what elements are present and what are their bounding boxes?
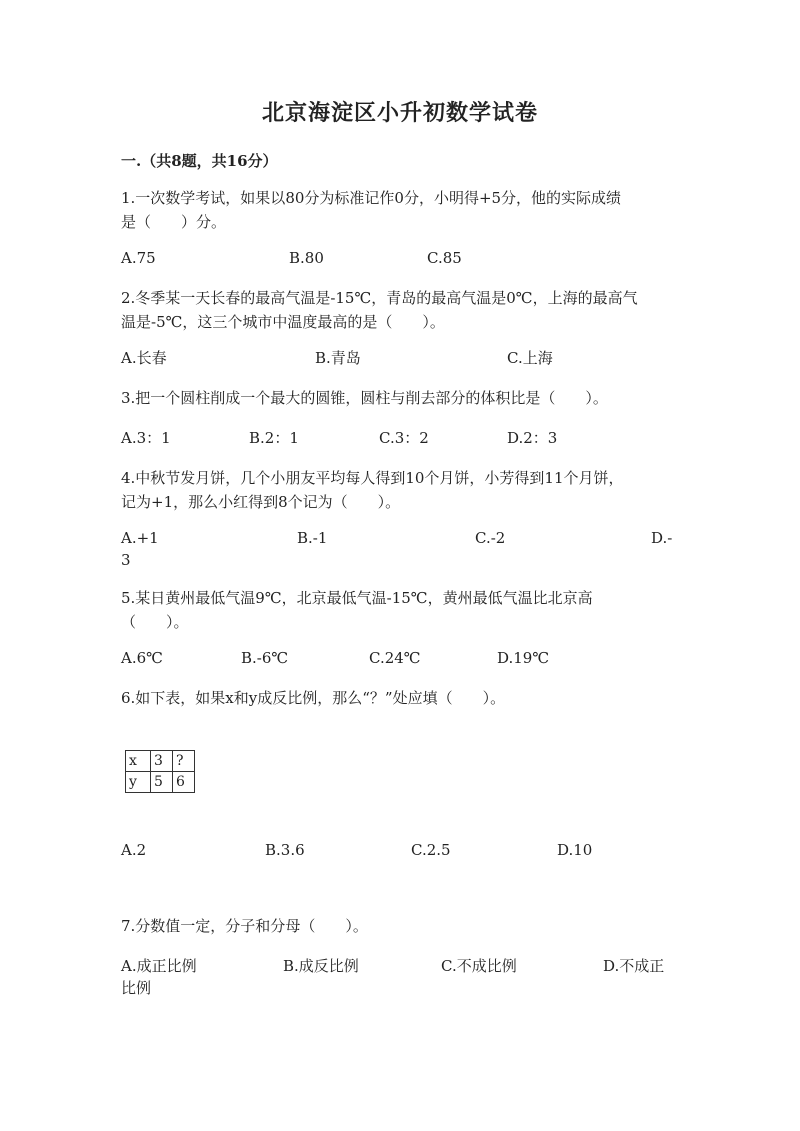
- option-a[interactable]: A.75: [121, 249, 156, 267]
- option-b[interactable]: B.-1: [297, 529, 328, 547]
- question-4: [121, 466, 681, 514]
- option-c[interactable]: C.2.5: [411, 841, 451, 859]
- option-a[interactable]: A.长春: [121, 349, 167, 367]
- question-2-options: [121, 346, 681, 370]
- table-cell: x: [126, 751, 151, 772]
- question-3-options: [121, 426, 681, 450]
- question-text-line: （ ）。: [121, 613, 189, 631]
- ratio-table: [125, 750, 195, 793]
- question-2: [121, 286, 681, 334]
- question-6-options: [121, 838, 681, 862]
- option-d-wrap: 比例: [121, 979, 152, 997]
- question-1: [121, 186, 681, 234]
- question-text-line: 5.某日黄州最低气温9℃，北京最低气温-15℃，黄州最低气温比北京高: [121, 589, 593, 607]
- question-text-line: 6.如下表，如果x和y成反比例，那么“？”处应填（ ）。: [121, 689, 506, 707]
- option-b[interactable]: B.青岛: [315, 349, 361, 367]
- question-text-line: 1.一次数学考试，如果以80分为标准记作0分，小明得+5分，他的实际成绩: [121, 189, 622, 207]
- option-a[interactable]: A.6℃: [121, 649, 163, 667]
- option-c[interactable]: C.上海: [507, 349, 553, 367]
- option-b[interactable]: B.成反比例: [283, 957, 359, 975]
- table-cell: 3: [151, 751, 173, 772]
- question-text-line: 4.中秋节发月饼，几个小朋友平均每人得到10个月饼，小芳得到11个月饼，: [121, 469, 624, 487]
- question-text-line: 是（ ）分。: [121, 213, 227, 231]
- question-7: [121, 914, 681, 938]
- option-a[interactable]: A.成正比例: [121, 957, 197, 975]
- question-1-options: [121, 246, 681, 270]
- option-d[interactable]: D.2：3: [507, 429, 558, 447]
- table-cell: ?: [173, 751, 195, 772]
- question-text-line: 温是-5℃，这三个城市中温度最高的是（ ）。: [121, 313, 445, 331]
- table-row: [126, 772, 195, 793]
- option-b[interactable]: B.80: [289, 249, 324, 267]
- question-5-options: [121, 646, 681, 670]
- question-3: [121, 386, 681, 410]
- table-cell: y: [126, 772, 151, 793]
- option-b[interactable]: B.3.6: [265, 841, 305, 859]
- table-row: [126, 751, 195, 772]
- table-cell: 6: [173, 772, 195, 793]
- question-6: [121, 686, 681, 710]
- question-4-options: [121, 526, 681, 550]
- option-a[interactable]: A.+1: [121, 529, 159, 547]
- option-d[interactable]: D.-: [651, 529, 673, 547]
- option-a[interactable]: A.2: [121, 841, 147, 859]
- option-d[interactable]: D.不成正: [603, 957, 665, 975]
- page-title: 北京海淀区小升初数学试卷: [261, 100, 538, 126]
- option-c[interactable]: C.24℃: [369, 649, 421, 667]
- question-5: [121, 586, 681, 634]
- option-b[interactable]: B.2：1: [249, 429, 299, 447]
- option-c[interactable]: C.85: [427, 249, 462, 267]
- option-c[interactable]: C.-2: [475, 529, 506, 547]
- question-text-line: 7.分数值一定，分子和分母（ ）。: [121, 917, 368, 935]
- option-d-wrap: 3: [121, 551, 131, 569]
- question-text-line: 2.冬季某一天长春的最高气温是-15℃，青岛的最高气温是0℃，上海的最高气: [121, 289, 638, 307]
- question-text-line: 3.把一个圆柱削成一个最大的圆锥，圆柱与削去部分的体积比是（ ）。: [121, 389, 608, 407]
- option-c[interactable]: C.不成比例: [441, 957, 517, 975]
- section-heading: 一.（共8题，共16分）: [121, 152, 278, 170]
- option-d[interactable]: D.19℃: [497, 649, 550, 667]
- table-cell: 5: [151, 772, 173, 793]
- option-b[interactable]: B.-6℃: [241, 649, 289, 667]
- question-text-line: 记为+1，那么小红得到8个记为（ ）。: [121, 493, 401, 511]
- option-a[interactable]: A.3：1: [121, 429, 171, 447]
- question-7-options: [121, 954, 681, 978]
- option-d[interactable]: D.10: [557, 841, 593, 859]
- option-c[interactable]: C.3：2: [379, 429, 429, 447]
